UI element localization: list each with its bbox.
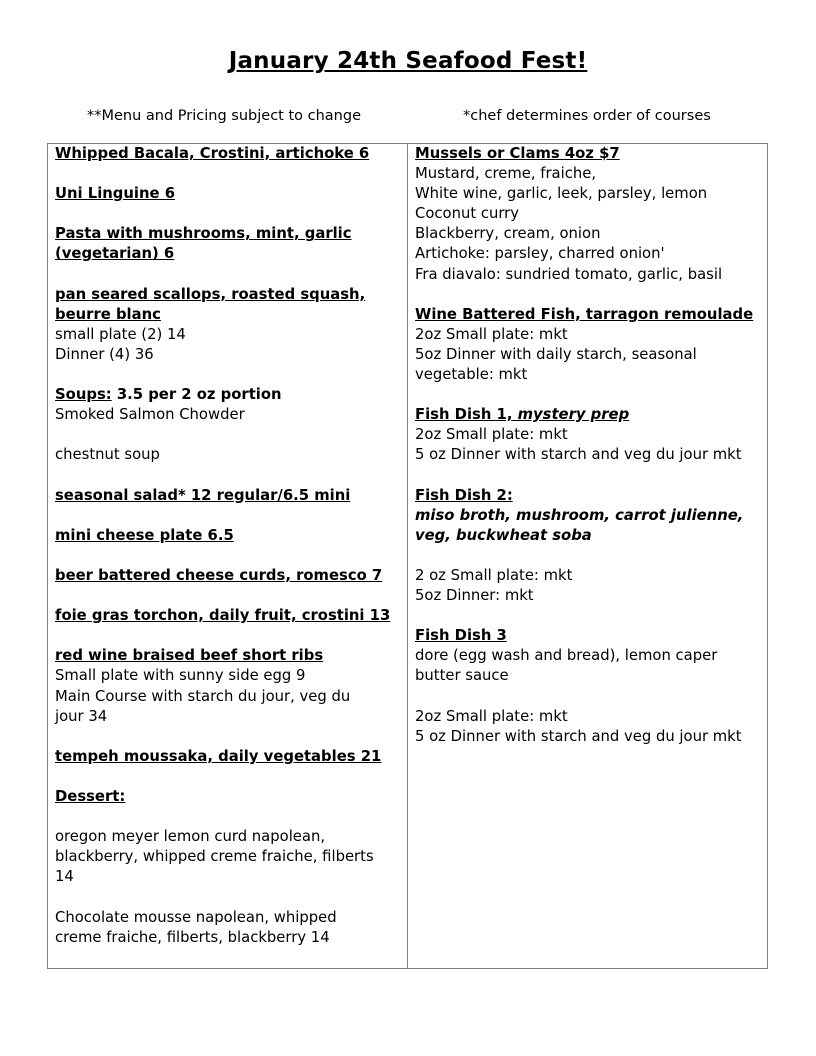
wine-fish-dinner-line-1: 5oz Dinner with daily starch, seasonal: [415, 345, 697, 363]
menu-item-bacala: Whipped Bacala, Crostini, artichoke 6: [55, 145, 370, 162]
wine-fish-small-plate: 2oz Small plate: mkt: [415, 325, 568, 343]
dessert-lemon-line-2: blackberry, whipped creme fraiche, filberts: [55, 848, 374, 866]
short-ribs-small-plate: Small plate with sunny side egg 9: [55, 667, 306, 685]
fish-dish-3-desc-line-2: butter sauce: [415, 667, 509, 685]
mussels-option-2: White wine, garlic, leek, parsley, lemon: [415, 185, 708, 203]
course-order-note: *chef determines order of courses: [463, 108, 711, 124]
left-menu-column: [55, 144, 390, 948]
fish-dish-1-dinner: 5 oz Dinner with starch and veg du jour mkt: [415, 446, 742, 464]
fish-dish-3-desc-line-1: dore (egg wash and bread), lemon caper: [415, 647, 718, 665]
soups-heading: Soups:: [55, 386, 112, 404]
mussels-option-1: Mustard, creme, fraiche,: [415, 165, 597, 183]
menu-item-mussels: Mussels or Clams 4oz $7: [415, 145, 620, 162]
menu-item-wine-battered-fish: Wine Battered Fish, tarragon remoulade: [415, 305, 754, 323]
menu-item-scallops-line-1: pan seared scallops, roasted squash,: [55, 285, 366, 303]
soups-price: 3.5 per 2 oz portion: [111, 386, 282, 404]
dessert-lemon-line-3: 14: [55, 868, 74, 886]
wine-fish-dinner-line-2: vegetable: mkt: [415, 366, 528, 384]
mussels-option-4: Blackberry, cream, onion: [415, 225, 601, 243]
soups-line: [55, 385, 390, 405]
dessert-chocolate-line-1: Chocolate mousse napolean, whipped: [55, 908, 337, 926]
menu-item-scallops-line-2: beurre blanc: [55, 305, 161, 323]
pricing-note: **Menu and Pricing subject to change: [87, 108, 361, 124]
scallops-small-plate: small plate (2) 14: [55, 325, 186, 343]
menu-item-uni-linguine: Uni Linguine 6: [55, 185, 176, 203]
fish-dish-1-line: [415, 405, 753, 425]
fish-dish-3-dinner: 5 oz Dinner with starch and veg du jour mkt: [415, 727, 742, 745]
fish-dish-2-desc-line-2: veg, buckwheat soba: [415, 526, 592, 544]
fish-dish-2-dinner: 5oz Dinner: mkt: [415, 587, 534, 605]
mussels-option-6: Fra diavalo: sundried tomato, garlic, basil: [415, 265, 723, 283]
menu-item-short-ribs: red wine braised beef short ribs: [55, 647, 324, 665]
fish-dish-3-heading: Fish Dish 3: [415, 627, 507, 645]
dessert-lemon-line-1: oregon meyer lemon curd napolean,: [55, 828, 326, 846]
short-ribs-main-line-2: jour 34: [55, 707, 108, 725]
menu-item-seasonal-salad: seasonal salad* 12 regular/6.5 mini: [55, 486, 351, 504]
fish-dish-1-desc: mystery prep: [512, 406, 630, 424]
right-menu-column: [415, 144, 753, 747]
menu-item-moussaka: tempeh moussaka, daily vegetables 21: [55, 747, 382, 765]
fish-dish-1-heading: Fish Dish 1,: [415, 406, 513, 424]
menu-item-foie-gras: foie gras torchon, daily fruit, crostini 13: [55, 607, 391, 625]
dessert-heading: Dessert:: [55, 788, 126, 805]
fish-dish-3-small-plate: 2oz Small plate: mkt: [415, 707, 568, 725]
soup-salmon-chowder: Smoked Salmon Chowder: [55, 406, 245, 424]
mussels-option-5: Artichoke: parsley, charred onion': [415, 245, 665, 263]
column-divider: [407, 143, 408, 969]
menu-item-cheese-plate: mini cheese plate 6.5: [55, 526, 234, 544]
soup-chestnut: chestnut soup: [55, 446, 160, 464]
scallops-dinner: Dinner (4) 36: [55, 345, 154, 363]
fish-dish-2-heading: Fish Dish 2:: [415, 486, 513, 504]
page-title: January 24th Seafood Fest!: [228, 48, 588, 74]
fish-dish-2-small-plate: 2 oz Small plate: mkt: [415, 566, 573, 584]
menu-item-cheese-curds: beer battered cheese curds, romesco 7: [55, 566, 383, 584]
mussels-option-3: Coconut curry: [415, 205, 520, 223]
dessert-chocolate-line-2: creme fraiche, filberts, blackberry 14: [55, 928, 330, 946]
fish-dish-2-desc-line-1: miso broth, mushroom, carrot julienne,: [415, 506, 744, 524]
short-ribs-main-line-1: Main Course with starch du jour, veg du: [55, 687, 351, 705]
menu-item-pasta-line-1: Pasta with mushrooms, mint, garlic: [55, 225, 352, 243]
menu-item-pasta-line-2: (vegetarian) 6: [55, 245, 175, 263]
fish-dish-1-small-plate: 2oz Small plate: mkt: [415, 426, 568, 444]
